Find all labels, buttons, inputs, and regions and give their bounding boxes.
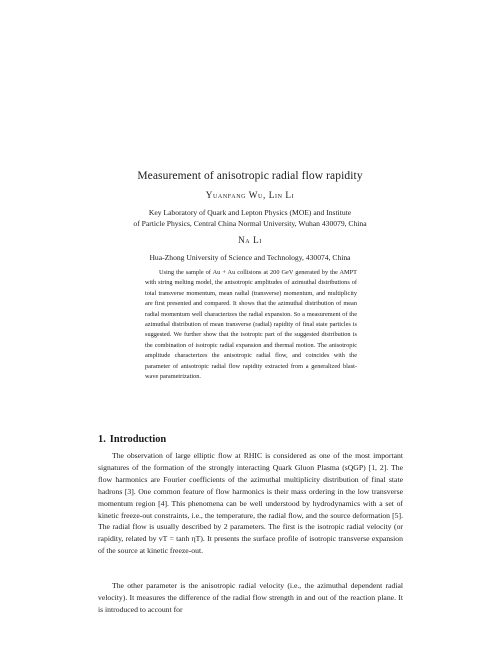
authors-line-1: Yuanfang Wu, Lin Li (205, 190, 295, 200)
affiliation-2: Hua-Zhong University of Science and Technology, 430074, China (149, 253, 351, 262)
paper-title: Measurement of anisotropic radial flow rapidity (137, 170, 363, 182)
section-number: 1. (98, 434, 106, 445)
section-title: Introduction (109, 434, 167, 445)
affiliation-1-line-2: of Particle Physics, Central China Normal University, Wuhan 430079, China (133, 219, 367, 228)
authors-line-2: Na Li (238, 235, 262, 245)
section-heading-introduction (98, 434, 166, 445)
abstract-text: Using the sample of Au + Au collisions at 200 GeV generated by the AMPT with string melting model, the anisotropic amplitudes of azimuthal distributions of total transverse momentum, mean radial (transverse) momentum, and multiplicity are first presented and compared. It shows that the azimuthal distribution of mean radial momentum well characterizes the radial expansion. So a measurement of the azimuthal distribution of mean transverse (radial) rapidity of final state particles is suggested. We further show that the isotropic part of the suggested distribution is the combination of isotropic radial expansion and thermal motion. The anisotropic amplitude characterizes the anisotropic radial flow, and coincides with the parameter of anisotropic radial flow rapidity extracted from a generalized blast-wave parametrization. (145, 269, 357, 381)
affiliation-1-line-1: Key Laboratory of Quark and Lepton Physics (MOE) and Institute (148, 208, 352, 217)
body-paragraph-2: The other parameter is the anisotropic radial velocity (i.e., the azimuthal dependent radial velocity). It measures the difference of the radial flow strength in and out of the reaction plane. It is introduced to account for (98, 581, 403, 614)
body-paragraph-1: The observation of large elliptic flow at RHIC is considered as one of the most important signatures of the formation of the strongly interacting Quark Gluon Plasma (sQGP) [1, 2]. The flow harmonics are Fourier coefficients of the azimuthal multiplicity distribution of final state hadrons [3]. One common feature of flow harmonics is their mass ordering in the low transverse momentum region [4]. This phenomena can be well understood by hydrodynamics with a set of kinetic freeze-out constraints, i.e., the temperature, the radial flow, and the source deformation [5]. The radial flow is usually described by 2 parameters. The first is the isotropic radial velocity (or rapidity, related by vT = tanh ηT). It presents the surface profile of isotropic transverse expansion of the source at kinetic freeze-out. (98, 451, 403, 556)
